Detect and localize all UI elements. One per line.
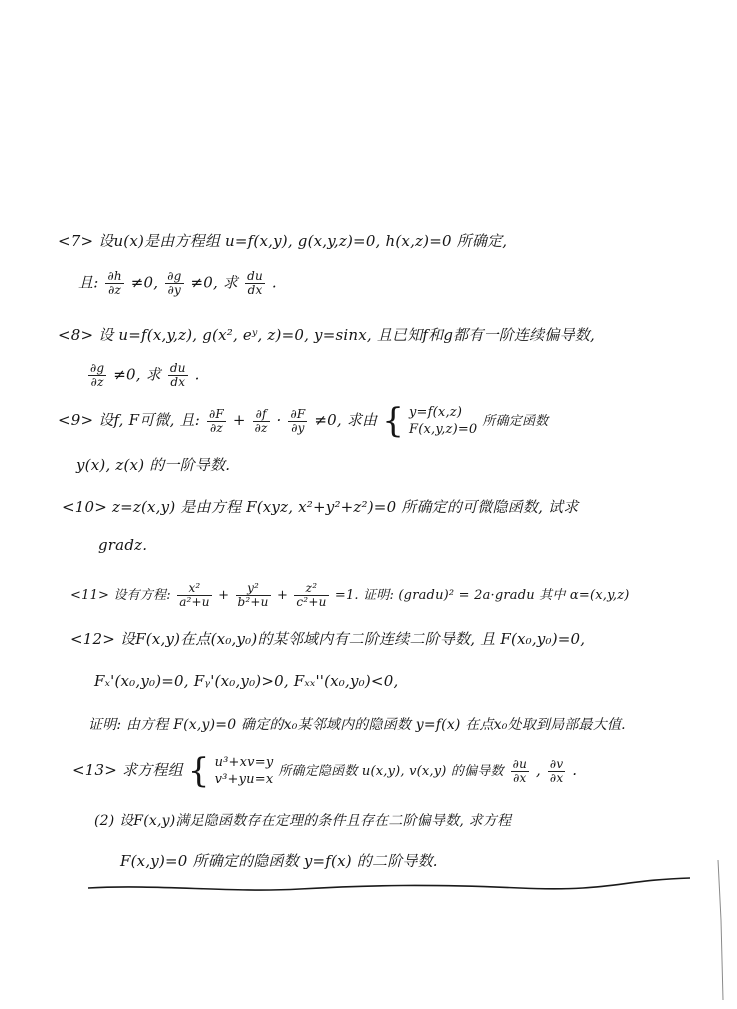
dot-operator: ·	[276, 411, 282, 429]
problem-13-prefix: <13> 求方程组	[72, 761, 183, 779]
problem-9-end: 所确定函数	[482, 414, 549, 429]
system-equation-2: v³+yu=x	[214, 772, 274, 787]
problem-13-line-2: (2) 设F(x,y)满足隐函数存在定理的条件且存在二阶偏导数, 求方程	[94, 813, 512, 829]
problem-12-line-3: 证明: 由方程 F(x,y)=0 确定的x₀某邻域内的隐函数 y=f(x) 在点x₀处取到局部最大值.	[88, 717, 626, 733]
fraction-numerator: y²	[236, 582, 271, 596]
problem-7-line-1: <7> 设u(x)是由方程组 u=f(x,y), g(x,y,z)=0, h(x,z)=0 所确定,	[58, 232, 508, 250]
fraction-numerator: du	[247, 269, 263, 283]
problem-10-line-2: gradz.	[98, 536, 148, 554]
problem-13-end: .	[572, 761, 578, 779]
fraction-denominator: b²+u	[237, 595, 269, 609]
fraction-denominator: dx	[247, 283, 263, 297]
fraction-numerator: ∂g	[167, 269, 182, 283]
fraction-numerator: ∂u	[512, 756, 528, 771]
problem-11-prefix: <11> 设有方程:	[70, 588, 171, 603]
plus-sign: +	[276, 588, 289, 603]
left-brace: {	[382, 401, 405, 441]
fraction-denominator: dx	[170, 375, 186, 389]
problem-12-line-2: Fₓ'(x₀,y₀)=0, Fᵧ'(x₀,y₀)>0, Fₓₓ''(x₀,y₀)<0,	[94, 672, 399, 690]
fraction-denominator: a²+u	[179, 595, 210, 609]
problem-9-line-2: y(x), z(x) 的一阶导数.	[76, 456, 231, 474]
fraction-numerator: ∂v	[549, 756, 564, 771]
problem-10-line-1: <10> z=z(x,y) 是由方程 F(xyz, x²+y²+z²)=0 所确定的可微隐函数, 试求	[62, 498, 579, 516]
problem-7-text: ≠0, 求	[190, 273, 239, 292]
problem-7-text: ≠0,	[130, 273, 159, 292]
fraction-denominator: ∂y	[167, 283, 182, 297]
fraction-numerator: du	[169, 361, 186, 375]
system-equation-1: u³+xv=y	[214, 755, 274, 770]
fraction-denominator: ∂y	[291, 420, 305, 435]
fraction-denominator: c²+u	[296, 595, 327, 609]
fraction-numerator: ∂g	[90, 361, 105, 375]
problem-8-text: ≠0, 求	[113, 365, 161, 384]
fraction-numerator: ∂F	[290, 406, 306, 421]
problem-13-line-3: F(x,y)=0 所确定的隐函数 y=f(x) 的二阶导数.	[120, 852, 438, 870]
system-equation-2: F(x,y,z)=0	[409, 422, 478, 437]
fraction-denominator: ∂x	[513, 770, 527, 785]
fraction-denominator: ∂z	[90, 375, 104, 389]
problem-8-line-1: <8> 设 u=f(x,y,z), g(x², eʸ, z)=0, y=sinx, 且已知f和g都有一阶连续偏导数,	[58, 326, 595, 344]
fraction-numerator: ∂F	[208, 406, 224, 421]
fraction-numerator: x²	[177, 582, 212, 596]
plus-sign: +	[232, 411, 246, 429]
comma: ,	[535, 761, 541, 779]
fraction-numerator: ∂f	[253, 408, 270, 422]
problem-12-line-1: <12> 设F(x,y)在点(x₀,y₀)的某邻域内有二阶连续二阶导数, 且 F(x₀,y₀)=0,	[70, 630, 586, 648]
problem-9-prefix: <9> 设f, F可微, 且:	[58, 411, 200, 429]
problem-8-end: .	[194, 365, 200, 384]
problem-9-text: ≠0, 求由	[314, 411, 378, 429]
problem-13-text: 所确定隐函数 u(x,y), v(x,y) 的偏导数	[278, 764, 504, 779]
problem-7-prefix: 且:	[78, 273, 99, 292]
problem-7-end: .	[271, 273, 277, 292]
plus-sign: +	[218, 588, 230, 603]
fraction-denominator: ∂z	[254, 420, 268, 435]
fraction-numerator: z²	[294, 582, 328, 596]
fraction-denominator: ∂z	[209, 420, 223, 435]
problem-11-suffix: =1. 证明: (gradu)² = 2a·gradu 其中 α=(x,y,z)	[334, 588, 630, 603]
fraction-denominator: ∂z	[108, 283, 122, 297]
left-brace: {	[187, 751, 210, 791]
system-equation-1: y=f(x,z)	[409, 405, 463, 420]
fraction-denominator: ∂x	[549, 770, 564, 785]
fraction-numerator: ∂h	[107, 269, 122, 283]
